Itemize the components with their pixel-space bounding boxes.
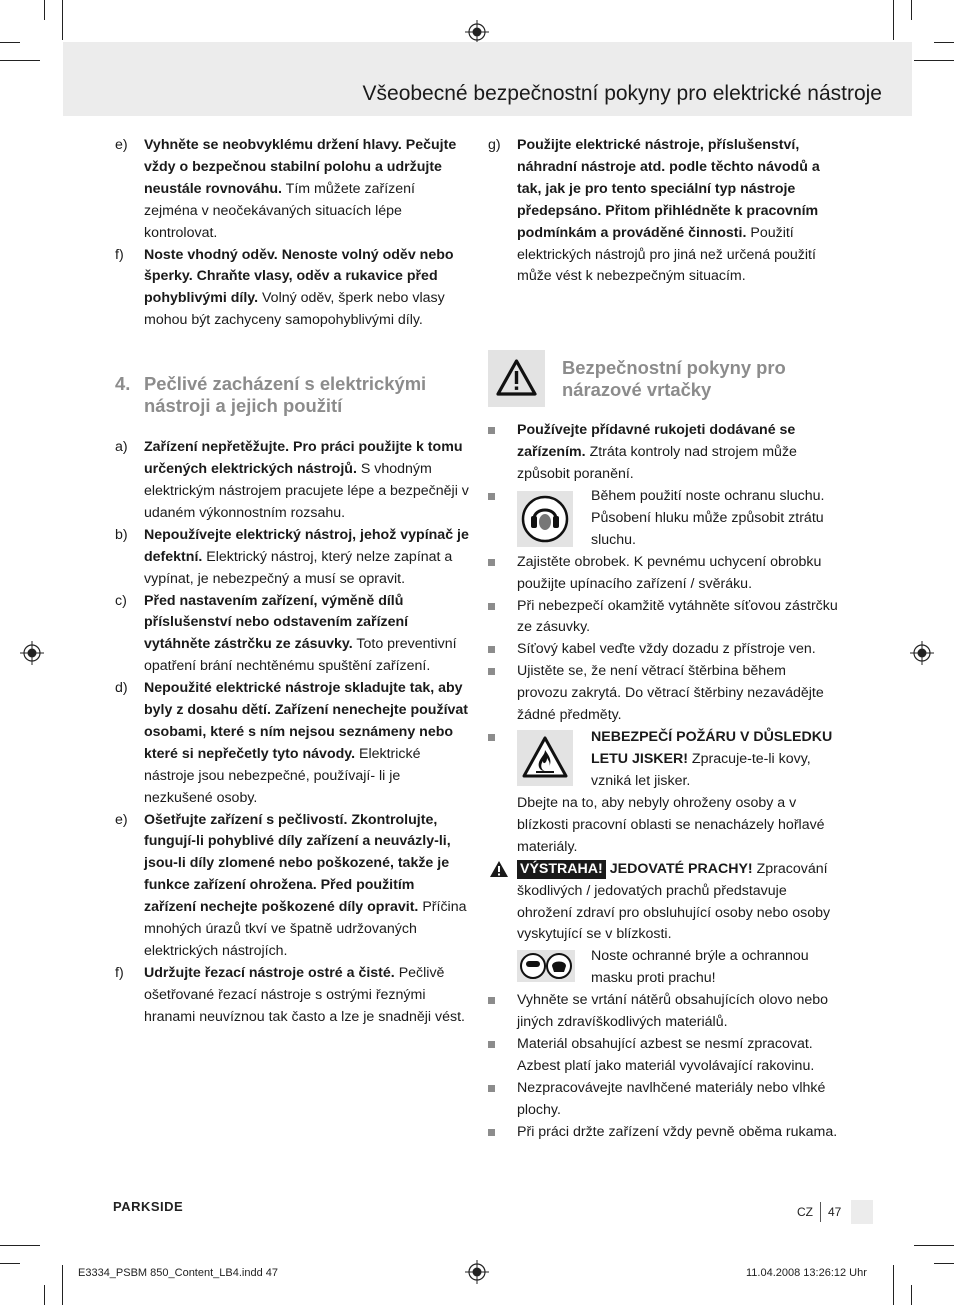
bullet-item [488,1034,840,1078]
bullet-item [488,420,840,486]
bullet-item [488,1078,840,1122]
crop-mark [914,60,954,61]
bullet-text: Během použití noste ochranu sluchu. Působení hluku může způsobit ztrátu sluchu. [591,487,825,548]
registration-mark-icon [20,641,44,665]
item-marker: b) [115,526,128,543]
item-marker: d) [115,680,128,697]
section-heading: Bezpečnostní pokyny pro nárazové vrtačky [562,357,786,400]
item-bold-text: Nepoužívejte elektrický nástroj, jehož vypínač je defektní. [144,526,469,565]
bullet-item [488,552,840,596]
item-bold-text: Nepoužité elektrické nástroje skladujte tak, aby byly z dosahu dětí. Zařízení nenechejte používat osobami, které s ním nejsou seznámeny nebo které si nepřečetly tyto návody. [144,680,469,762]
bullet-item [488,990,840,1034]
item-marker: e) [115,811,128,828]
bullet-square-icon [488,997,495,1004]
crop-mark [911,0,912,20]
registration-mark-icon [465,1260,489,1284]
fire-hazard-icon [517,730,573,786]
list-item [115,437,470,525]
crop-mark [0,1263,20,1264]
item-bold-text: Použijte elektrické nástroje, příslušenství, náhradní nástroje atd. podle těchto návodů a tak, jak je pro tento speciální typ nástroje předepsáno. Přitom přihlédněte k pracovním podmínkám a prováděné činnosti. [517,137,820,241]
item-bold-text: Ošetřujte zařízení s pečlivostí. Zkontrolujte, fungují-li pohyblivé díly zařízení a neuvázly-li, jsou-li díly zlomené nebo poškozené, takže je funkce zařízení ohrožena. Před použitím zařízení nechejte poškozené díly opravit. [144,811,451,916]
item-marker: f) [115,964,124,981]
crop-mark [44,0,45,20]
page-title: Všeobecné bezpečnostní pokyny pro elektrické nástroje [362,82,882,105]
page-number: 47 [828,1205,842,1219]
registration-mark-icon [910,641,934,665]
bullet-text: Síťový kabel veďte vždy dozadu z přístroje ven. [517,641,816,658]
bullet-square-icon [488,1085,495,1092]
warning-bold-text: JEDOVATÉ PRACHY! [609,860,753,877]
item-text: Příčina mnohých úrazů tkví ve špatně udržovaných elektrických nástrojích. [144,899,467,959]
item-bold-text: Udržujte řezací nástroje ostré a čisté. [144,964,395,981]
ear-protection-icon [517,491,573,547]
item-text: Elektrické nástroje jsou nebezpečné, používají- li je nezkušené osoby. [144,745,421,806]
bullet-square-icon [488,1041,495,1048]
bullet-text: Při práci držte zařízení vždy pevně oběma rukama. [517,1123,838,1140]
bullet-item [488,596,840,640]
item-text: Volný oděv, šperk nebo vlasy mohou být zachyceny samopohyblivými díly. [144,290,445,329]
crop-mark [934,1263,954,1264]
crop-mark [62,0,63,40]
list-item [488,135,838,288]
bullet-continuation: Dbejte na to, aby nebyly ohroženy osoby a v blízkosti pracovní oblasti se nenacházely hořlavé materiály. [517,794,825,855]
bullet-square-icon [488,427,495,434]
crop-mark [44,1285,45,1305]
section-number: 4. [115,373,131,395]
item-marker: e) [115,137,128,153]
brand-logo: PARKSIDE [113,1199,184,1214]
item-marker: a) [115,439,128,456]
warning-icon-box [488,350,545,407]
item-marker: c) [115,592,127,609]
item-bold-text: Před nastavením zařízení, výměně dílů příslušenství nebo odstavením zařízení vytáhněte zástrčku ze zásuvky. [144,592,409,653]
bullet-text: Materiál obsahující azbest se nesmí zpracovat. Azbest platí jako materiál vyvolávající rakovinu. [517,1036,815,1075]
bullet-item [488,639,840,661]
warning-label: VÝSTRAHA! [517,860,606,879]
item-text: Tím můžete zařízení zejména v neočekávaných situacích lépe kontrolovat. [144,180,415,241]
list-item [115,591,470,679]
item-marker: g) [488,137,501,153]
item-text: Toto preventivní opatření brání nechtěnému spuštění zařízení. [144,636,457,675]
warning-small-icon [489,860,509,878]
bullet-item [488,1122,840,1144]
list-item [115,245,470,333]
bullet-square-icon [488,668,495,675]
warning-text: Zpracování škodlivých / jedovatých prachů představuje ohrožení zdraví pro obsluhující osoby nebo osoby vyskytující se v blízkosti. [517,860,831,943]
section-title: Pečlivé zacházení s elektrickými nástroji a jejich použití [144,373,427,417]
item-bold-text: Noste vhodný oděv. Nenoste volný oděv nebo šperky. Chraňte vlasy, oděv a rukavice před pohyblivými díly. [144,246,454,307]
bullet-bold-text: Používejte přídavné rukojeti dodávané se zařízením. [517,422,796,460]
crop-mark [911,1285,912,1305]
bullet-text: Zajistěte obrobek. K pevnému uchycení obrobku použijte upínacího zařízení / svěráku. [517,553,822,592]
left-column [115,135,470,1029]
crop-mark [893,0,894,40]
goggles-mask-icon [517,950,575,982]
item-text: Použití elektrických nástrojů pro jiná než určená použití může vést k nebezpečným situacím. [517,224,816,285]
bullet-bold-text: NEBEZPEČÍ POŽÁRU V DŮSLEDKU LETU JISKER! [591,728,833,767]
right-column-top [488,135,838,288]
bullet-text: Vyhněte se vrtání nátěrů obsahujících olovo nebo jiných zdravíškodlivých materiálů. [517,992,829,1031]
crop-mark [914,1245,954,1246]
item-text: S vhodným elektrickým nástrojem pracujete lépe a bezpečněji v udaném výkonnostním rozsahu. [144,461,469,521]
bullet-text: Zpracuje-te-li kovy, vzniká let jisker. [591,750,811,789]
ear-protection-icon-box [517,491,573,547]
bullet-item [488,661,840,727]
warning-item [488,859,840,947]
list-item [115,678,470,809]
bullet-square-icon [488,1129,495,1136]
bullet-text: Ztráta kontroly nad strojem může způsobit poranění. [517,443,797,482]
item-bold-text: Vyhněte se neobvyklému držení hlavy. Pečujte vždy o bezpečnou stabilní polohu a udržujte neustále rovnováhu. [144,137,457,197]
bullet-square-icon [488,493,495,500]
language-code: CZ [797,1205,813,1219]
footer-divider [820,1202,821,1222]
fire-hazard-icon-box [517,730,573,786]
mask-note: Noste ochranné brýle a ochrannou masku proti prachu! [591,948,809,987]
page-tab [851,1200,873,1224]
crop-mark [0,60,40,61]
bullet-square-icon [488,559,495,566]
date-info: 11.04.2008 13:26:12 Uhr [746,1267,867,1279]
item-text: Pečlivě ošetřované řezací nástroje s ostrými řeznými hranami neuvíznou tak často a lze je snadněji vést. [144,964,465,1025]
list-item [115,135,470,245]
list-item [115,810,470,963]
bullet-square-icon [488,646,495,653]
bullet-text: Při nebezpečí okamžitě vytáhněte síťovou zástrčku ze zásuvky. [517,597,838,636]
bullet-text: Ujistěte se, že není větrací štěrbina během provozu zakrytá. Do větrací štěrbiny nezavádějte žádné předměty. [517,663,824,724]
section-heading [115,373,470,417]
bullet-square-icon [488,734,495,741]
item-bold-text: Zařízení nepřetěžujte. Pro práci použijte k tomu určených elektrických nástrojů. [144,439,463,478]
item-marker: f) [115,246,124,263]
bullet-text: Nezpracovávejte navlhčené materiály nebo vlhké plochy. [517,1079,826,1118]
list-item [115,963,470,1029]
list-item [115,525,470,591]
warning-triangle-icon [488,350,545,407]
crop-mark [0,42,20,43]
crop-mark [893,1265,894,1305]
crop-mark [934,42,954,43]
crop-mark [62,1265,63,1305]
crop-mark [0,1245,40,1246]
bullet-square-icon [488,603,495,610]
registration-mark-icon [465,20,489,44]
file-info: E3334_PSBM 850_Content_LB4.indd 47 [78,1267,278,1279]
item-text: Elektrický nástroj, který nelze zapínat a vypínat, je nebezpečný a musí se opravit. [144,548,453,587]
